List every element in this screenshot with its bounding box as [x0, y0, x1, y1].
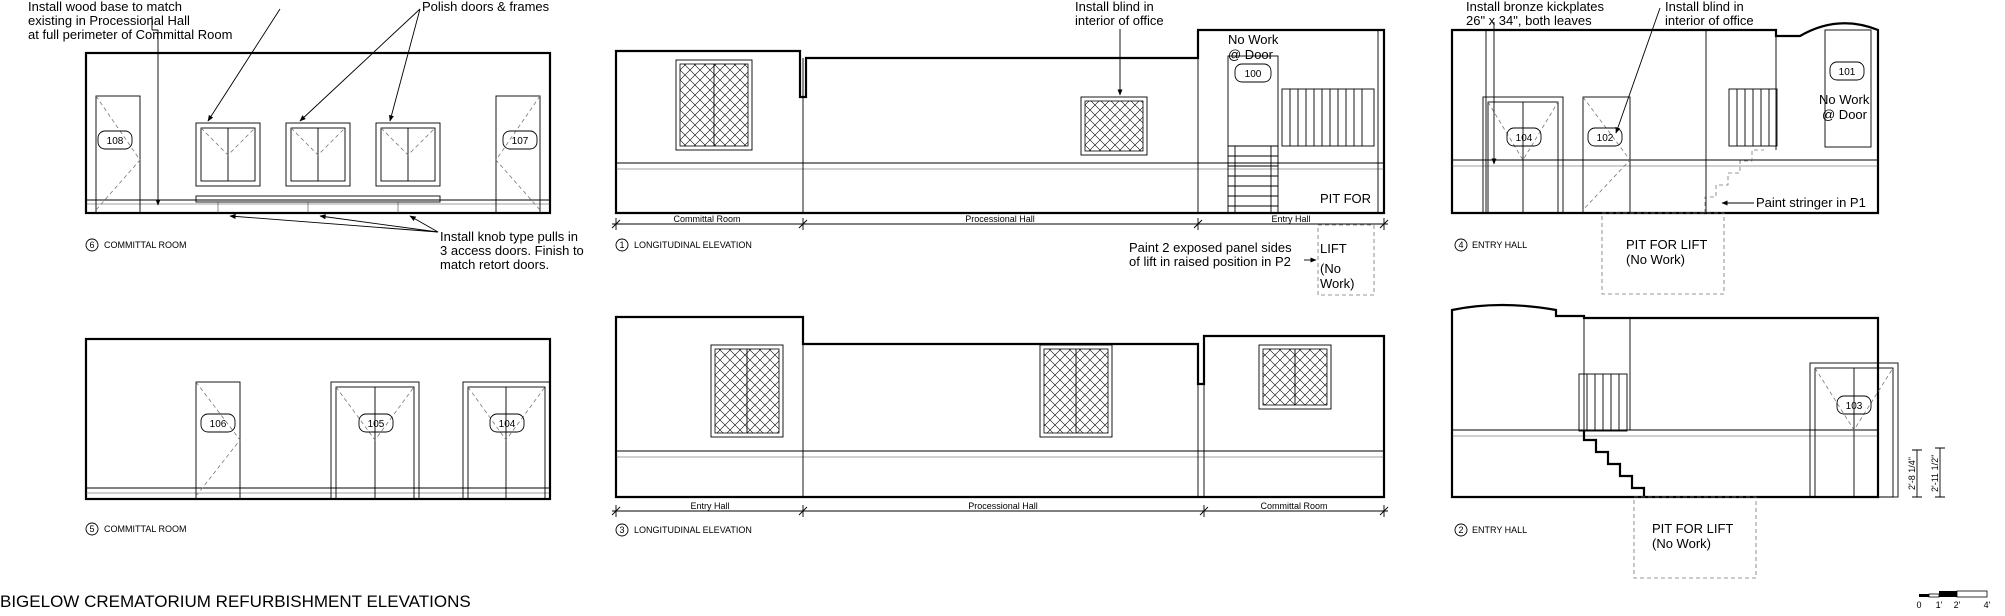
note-pit-lift-a-1: PIT FOR: [1320, 191, 1372, 206]
lift-railing: [1282, 89, 1374, 146]
note-no-work-door-b-2: @ Door: [1822, 107, 1867, 122]
access-doors: [196, 123, 440, 213]
view-1-label: LONGITUDINAL ELEVATION: [634, 240, 752, 250]
door-tag-102: 102: [1596, 133, 1614, 144]
scale-tick-2: 2': [1953, 600, 1961, 610]
view-2-number: 2: [1458, 525, 1464, 535]
door-108: [96, 96, 140, 213]
scale-tick-0: 0: [1916, 600, 1922, 610]
door-tag-101: 101: [1838, 67, 1856, 78]
note-no-work-door-a-1: No Work: [1228, 32, 1279, 47]
door-tag-107: 107: [511, 136, 529, 147]
view-3-number: 3: [619, 525, 625, 535]
note-kickplates-1: Install bronze kickplates: [1466, 0, 1605, 14]
note-pit-lift-a-2: LIFT: [1320, 241, 1347, 256]
note-pit-lift-b-1: PIT FOR LIFT: [1626, 237, 1708, 252]
note-paint-panels-2: of lift in raised position in P2: [1129, 254, 1291, 269]
note-blind-1: Install blind in: [1075, 0, 1154, 14]
door-105: [331, 382, 419, 499]
view-1-number: 1: [619, 240, 625, 250]
scale-tick-1: 1': [1935, 600, 1943, 610]
scale-tick-4: 4': [1983, 600, 1991, 610]
window-entry-b: [711, 345, 783, 437]
view-5-label: COMMITTAL ROOM: [104, 524, 187, 534]
window-processional-b: [1040, 345, 1112, 437]
note-blind-b-2: interior of office: [1665, 13, 1754, 28]
door-101: [1825, 30, 1871, 147]
window-processional: [1081, 97, 1147, 155]
note-pit-lift-a-3: (No: [1320, 261, 1341, 276]
dimension-b: 2'-11 1/2": [1930, 454, 1940, 492]
view-4-label: ENTRY HALL: [1472, 240, 1528, 250]
view-2-entry-hall: [1452, 305, 1945, 578]
door-tag-106: 106: [209, 419, 227, 430]
note-pit-lift-c-2: (No Work): [1652, 536, 1711, 551]
note-blind-b-1: Install blind in: [1665, 0, 1744, 14]
door-106: [196, 382, 240, 499]
view-6-label: COMMITTAL ROOM: [104, 240, 187, 250]
note-wood-base-1: Install wood base to match: [28, 0, 182, 14]
note-pit-lift-a-4: Work): [1320, 276, 1355, 291]
view-5-number: 5: [89, 524, 95, 534]
dimension-a: 2'-8 1/4": [1907, 457, 1917, 490]
room-label-entry-b: Entry Hall: [690, 501, 730, 511]
room-label-committal-a: Committal Room: [673, 214, 741, 224]
room-label-processional-a: Processional Hall: [965, 214, 1035, 224]
note-knob-1: Install knob type pulls in: [440, 229, 579, 244]
note-paint-panels-1: Paint 2 exposed panel sides: [1129, 240, 1292, 255]
view-3-label: LONGITUDINAL ELEVATION: [634, 525, 752, 535]
note-pit-lift-c-1: PIT FOR LIFT: [1652, 521, 1734, 536]
note-pit-lift-b-2: (No Work): [1626, 252, 1685, 267]
door-tag-104-bottom: 104: [498, 419, 516, 430]
room-label-entry-a: Entry Hall: [1271, 214, 1311, 224]
note-wood-base-3: at full perimeter of Committal Room: [28, 27, 233, 42]
door-107: [496, 96, 540, 213]
view-2-label: ENTRY HALL: [1472, 525, 1528, 535]
door-tag-103: 103: [1845, 401, 1863, 412]
note-no-work-door-b-1: No Work: [1819, 92, 1870, 107]
scale-bar: [1916, 591, 1990, 610]
view-5-committal-room: [86, 339, 550, 535]
note-polish: Polish doors & frames: [422, 0, 550, 14]
room-label-committal-b: Committal Room: [1260, 501, 1328, 511]
door-104-bottom: [463, 382, 550, 499]
door-tag-100: 100: [1244, 69, 1262, 80]
door-tag-108: 108: [106, 136, 124, 147]
door-tag-104-top: 104: [1515, 133, 1533, 144]
view-1-longitudinal-elevation: [612, 0, 1388, 295]
room-label-processional-b: Processional Hall: [968, 501, 1038, 511]
view-3-longitudinal-elevation: [612, 317, 1388, 536]
window-committal: [676, 60, 752, 150]
note-knob-3: match retort doors.: [440, 257, 550, 272]
door-100: [1228, 56, 1278, 213]
door-104-top: [1483, 97, 1563, 213]
view-6-committal-room: [28, 0, 584, 272]
view-4-entry-hall: [1452, 0, 1878, 294]
door-tag-105: 105: [367, 419, 385, 430]
note-knob-2: 3 access doors. Finish to: [440, 243, 584, 258]
note-no-work-door-a-2: @ Door: [1228, 47, 1273, 62]
window-committal-b: [1259, 345, 1331, 409]
note-wood-base-2: existing in Processional Hall: [28, 13, 190, 28]
drawing-title: BIGELOW CREMATORIUM REFURBISHMENT ELEVATIONS: [0, 592, 471, 611]
stair-railing-bottom: [1579, 374, 1644, 497]
note-blind-2: interior of office: [1075, 13, 1164, 28]
note-kickplates-2: 26" x 34", both leaves: [1466, 13, 1592, 28]
view-6-number: 6: [89, 240, 95, 250]
note-stringer: Paint stringer in P1: [1756, 195, 1866, 210]
view-4-number: 4: [1458, 240, 1464, 250]
